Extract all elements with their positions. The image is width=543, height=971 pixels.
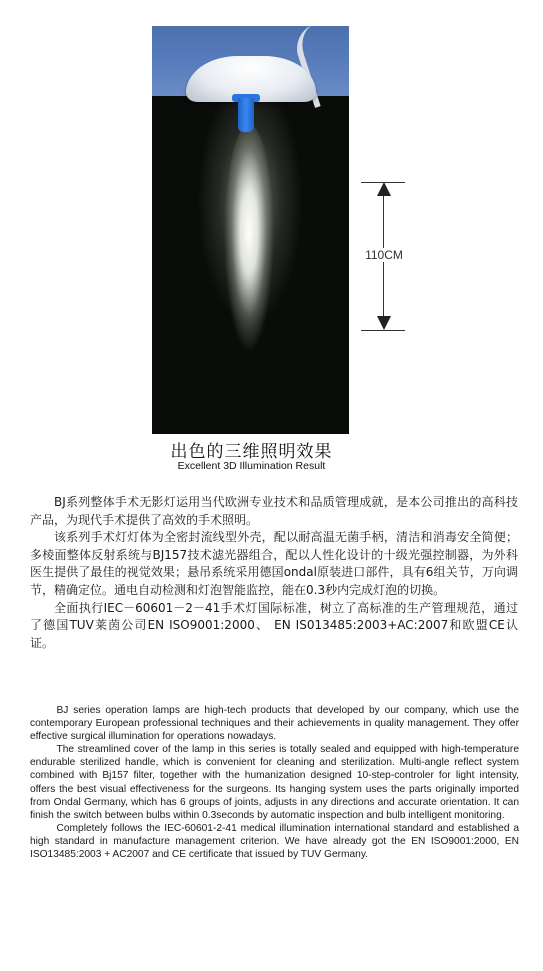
arrow-down-icon — [377, 316, 391, 330]
distance-label: 110CM — [354, 248, 414, 262]
lamp-illumination-photo — [152, 26, 349, 434]
en-paragraph-features: The streamlined cover of the lamp in this series is totally sealed and equipped with high-temperature endurable sterilized handle, which is convenient for cleaning and sterilization. Multi-angle reflect system combined with Bj157 filter, together with the humanization designed 10-step-controler for light intensity, offers the best visual effectiveness for the surgeons. Its hanging system uses the parts originally imported from Ondal Germany, which has 6 groups of joints, adjusts in any directions and accurate orientation. It can finish the switch between bulbs within 0.3seconds by automatic inspection and bulb intelligent monitoring. — [30, 744, 519, 821]
en-paragraph-intro: BJ series operation lamps are high-tech products that developed by our company, which use the contemporary European professional techniques and their achievements in quality management. They offer effective surgical illumination for operations nowadays. — [30, 705, 519, 743]
en-paragraph-standards: Completely follows the IEC-60601-2-41 medical illumination international standard and established a high standard in manufacture management criterion. We have already got the EN ISO9001:2000, EN ISO13485:2003 + AC2007 and CE certificate that issued by TUV Germany. — [30, 822, 519, 861]
sterilized-handle — [238, 98, 254, 132]
zh-paragraph-intro: BJ系列整体手术无影灯运用当代欧洲专业技术和品质管理成就，是本公司推出的高科技产品，为现代手术提供了高效的手术照明。 — [30, 495, 518, 527]
figure-caption-chinese: 出色的三维照明效果 — [170, 442, 333, 462]
figure-caption-english: Excellent 3D Illumination Result — [177, 460, 326, 472]
light-beam-core — [224, 124, 274, 364]
measure-bottom-tick — [361, 330, 405, 331]
english-description — [30, 704, 519, 861]
zh-paragraph-standards: 全面执行IEC－60601－2－41手术灯国际标准，树立了高标准的生产管理规范，通过了德国TUV莱茵公司EN ISO9001:2000、 EN IS013485:2003+AC:2007和欧盟CE认证。 — [30, 600, 518, 650]
chinese-description — [30, 494, 518, 652]
arrow-up-icon — [377, 182, 391, 196]
zh-paragraph-features: 该系列手术灯灯体为全密封流线型外壳，配以耐高温无菌手柄，清洁和消毒安全简便；多棱面整体反射系统与BJ157技术滤光器组合，配以人性化设计的十级光强控制器，为外科医生提供了最佳的视觉效果；悬吊系统采用德国ondal原装进口部件，具有6组关节，万向调节，精确定位。通电自动检测和灯泡智能监控，能在0.3秒内完成灯泡的切换。 — [30, 530, 518, 597]
